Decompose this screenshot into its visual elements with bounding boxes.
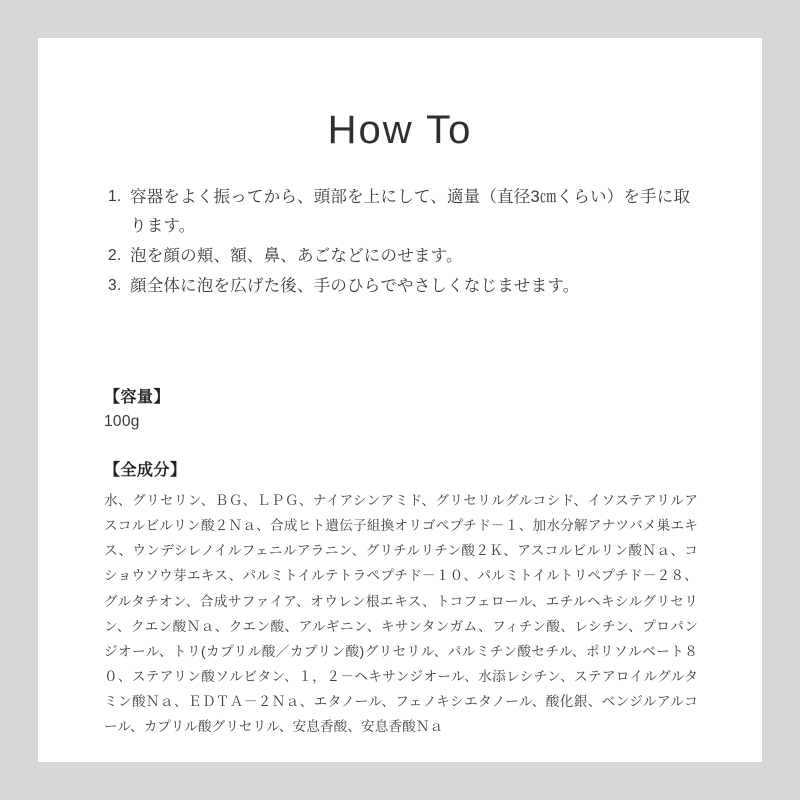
ingredients-text: 水、グリセリン、ＢＧ、ＬＰＧ、ナイアシンアミド、グリセリルグルコシド、イソステアリルアスコルビルリン酸２Ｎａ、合成ヒト遺伝子組換オリゴペプチド－１、加水分解アナツバメ巣エキス、ウンデシレノイルフェニルアラニン、グリチルリチン酸２Ｋ、アスコルビルリン酸Ｎａ、コショウソウ芽エキス、パルミトイルテトラペプチド－１０、パルミトイルトリペプチド－２８、グルタチオン、合成サファイア、オウレン根エキス、トコフェロール、エチルヘキシルグリセリン、クエン酸Ｎａ、クエン酸、アルギニン、キサンタンガム、フィチン酸、レシチン、プロパンジオール、トリ(カプリル酸／カプリン酸)グリセリル、パルミチン酸セチル、ポリソルベート８０、ステアリン酸ソルビタン、１，２－ヘキサンジオール、水添レシチン、ステアロイルグルタミン酸Ｎａ、ＥＤＴＡ－２Ｎａ、エタノール、フェノキシエタノール、酸化銀、ベンジルアルコール、カプリル酸グリセリル、安息香酸、安息香酸Ｎａ [104,493,698,735]
ingredients-label: 【全成分】 [104,462,187,479]
frame-border-left [0,0,38,800]
howto-step-list [66,183,734,301]
frame-border-top [0,0,800,38]
specification-card [66,342,734,740]
frame-border-right [762,0,800,800]
howto-step-3: 顔全体に泡を広げた後、手のひらでやさしくなじませます。 [130,276,580,295]
volume-value: 100g [104,413,140,430]
volume-label: 【容量】 [104,389,171,406]
content-area [38,38,762,762]
howto-step-2: 泡を顔の頬、額、鼻、あごなどにのせます。 [130,246,463,265]
howto-card [66,56,734,330]
howto-title: How To [327,108,473,152]
specification-body [66,342,734,739]
howto-step-1: 容器をよく振ってから、頭部を上にして、適量（直径3㎝くらい）を手に取ります。 [130,188,691,235]
frame-border-bottom [0,762,800,800]
